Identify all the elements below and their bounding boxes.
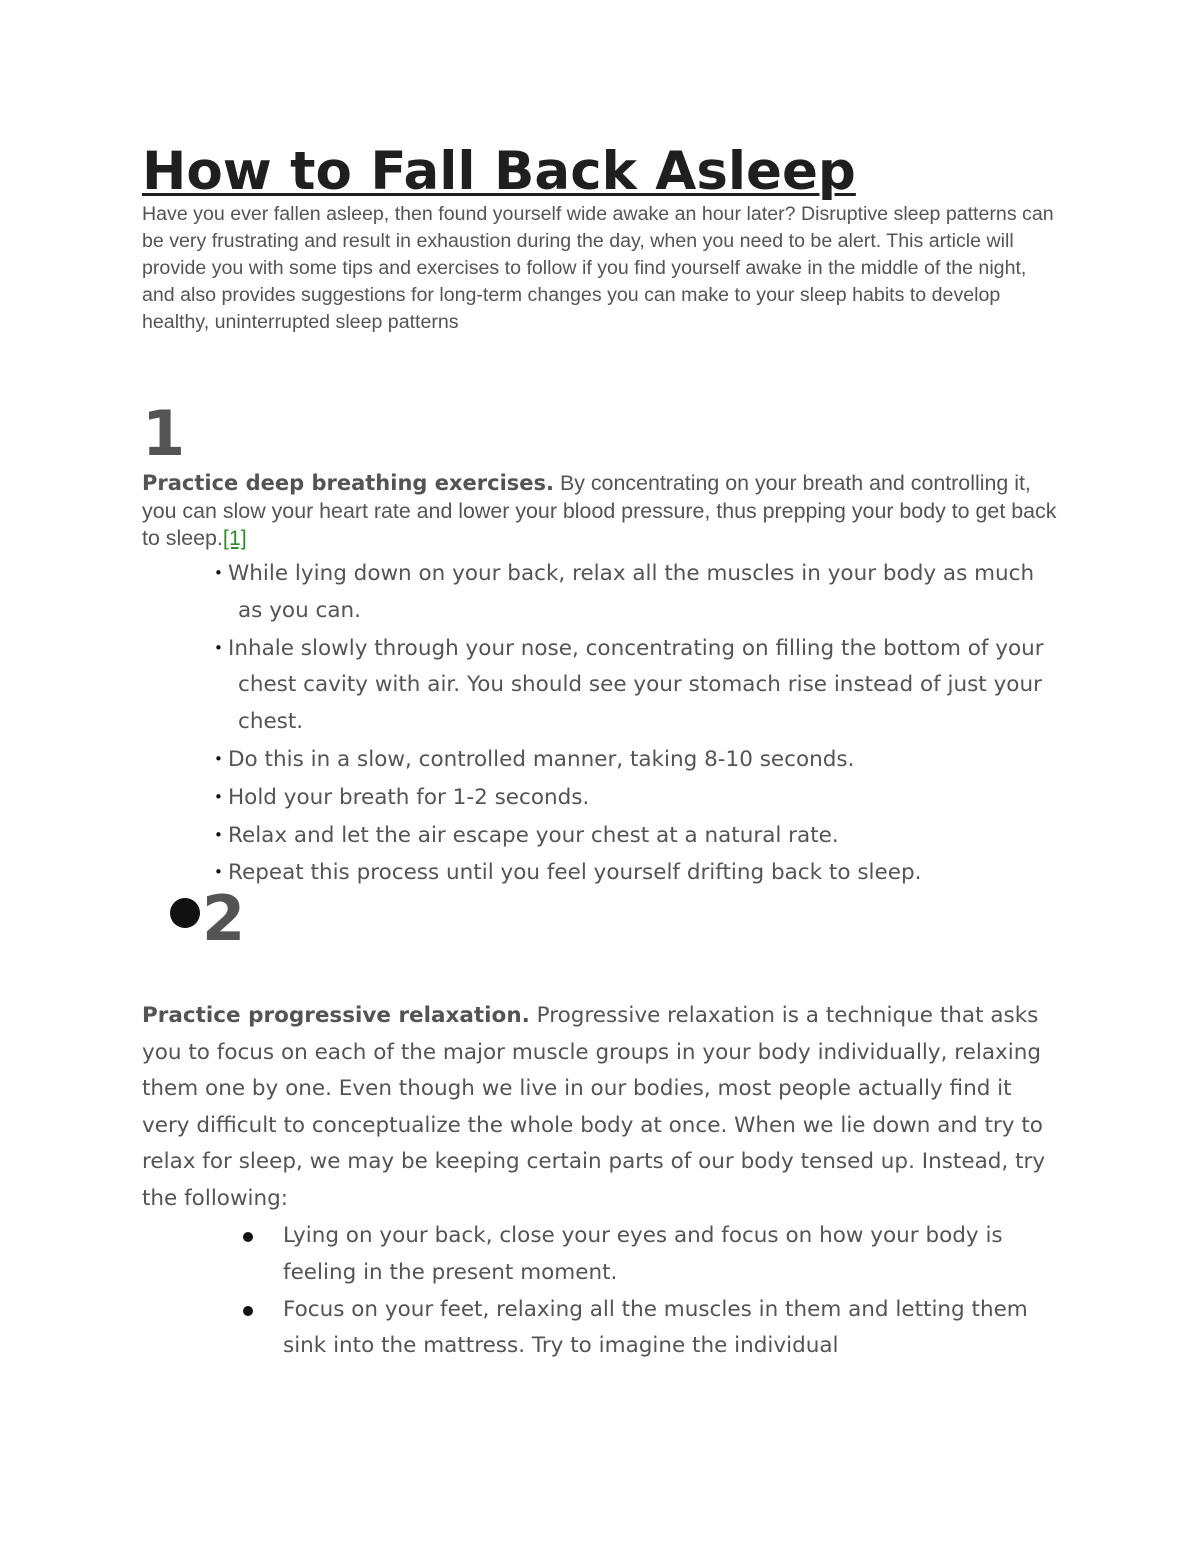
bullet-icon (243, 1306, 253, 1316)
list-item-text: Lying on your back, close your eyes and focus on how your body is feeling in the present moment. (283, 1223, 1003, 1285)
list-item (200, 555, 1060, 630)
intro-paragraph: Have you ever fallen asleep, then found yourself wide awake an hour later? Disruptive sleep patterns can be very frustrating and result in exhaustion during the day, when you need to be alert. This article will provide you with some tips and exercises to follow if you find yourself awake in the middle of the night, and also provides suggestions for long-term changes you can make to your sleep habits to develop healthy, uninterrupted sleep patterns (142, 203, 1054, 333)
list-item-text: Do this in a slow, controlled manner, taking 8-10 seconds. (228, 746, 855, 772)
step-2-body: Progressive relaxation is a technique that asks you to focus on each of the major muscle groups in your body individually, relaxing them one by one. Even though we live in our bodies, most people actually find it very difficult to conceptualize the whole body at once. When we lie down and try to relax for sleep, we may be keeping certain parts of our body tensed up. Instead, try the following: (142, 1003, 1046, 1211)
list-item (200, 779, 1060, 817)
step-1-number: 1 (142, 397, 186, 470)
list-item-text: Repeat this process until you feel yourself drifting back to sleep. (228, 860, 922, 886)
bullet-icon: • (214, 749, 223, 768)
bullet-icon (170, 898, 200, 928)
list-item-text: Focus on your feet, relaxing all the muscles in them and letting them sink into the mattress. Try to imagine the individual (283, 1296, 1028, 1359)
list-item-text: Relax and let the air escape your chest at a natural rate. (228, 822, 839, 848)
step-1-body: By concentrating on your breath and controlling it, you can slow your heart rate and lower your blood pressure, thus prepping your body to get back to sleep. (142, 471, 1057, 550)
bullet-icon: • (214, 863, 223, 882)
list-item (200, 854, 1060, 892)
step-2-bullet-list (243, 1218, 1058, 1365)
list-item (200, 741, 1060, 779)
list-item-text: Inhale slowly through your nose, concentrating on filling the bottom of your chest cavity with air. You should see your stomach rise instead of just your chest. (228, 635, 1044, 735)
bullet-icon: • (214, 564, 223, 582)
bullet-icon: • (214, 787, 223, 806)
step-1-paragraph (142, 470, 1057, 553)
list-item (200, 630, 1060, 741)
step-1-lead: Practice deep breathing exercises. (142, 471, 555, 495)
list-item-text: Hold your breath for 1-2 seconds. (228, 784, 590, 810)
list-item-text: While lying down on your back, relax all the muscles in your body as much as you can. (228, 561, 1035, 623)
step-1-bullet-list (200, 555, 1060, 892)
step-2-heading (170, 882, 246, 955)
step-2-lead: Practice progressive relaxation. (142, 1003, 530, 1028)
citation-link[interactable]: [1] (222, 526, 247, 550)
list-item (200, 817, 1060, 855)
step-2-paragraph (142, 998, 1057, 1218)
list-item (243, 1292, 1058, 1366)
bullet-icon: • (214, 638, 223, 657)
page-title: How to Fall Back Asleep (142, 141, 856, 202)
bullet-icon (243, 1232, 253, 1242)
step-2-number: 2 (202, 882, 246, 955)
bullet-icon: • (214, 825, 223, 844)
list-item (243, 1218, 1058, 1292)
